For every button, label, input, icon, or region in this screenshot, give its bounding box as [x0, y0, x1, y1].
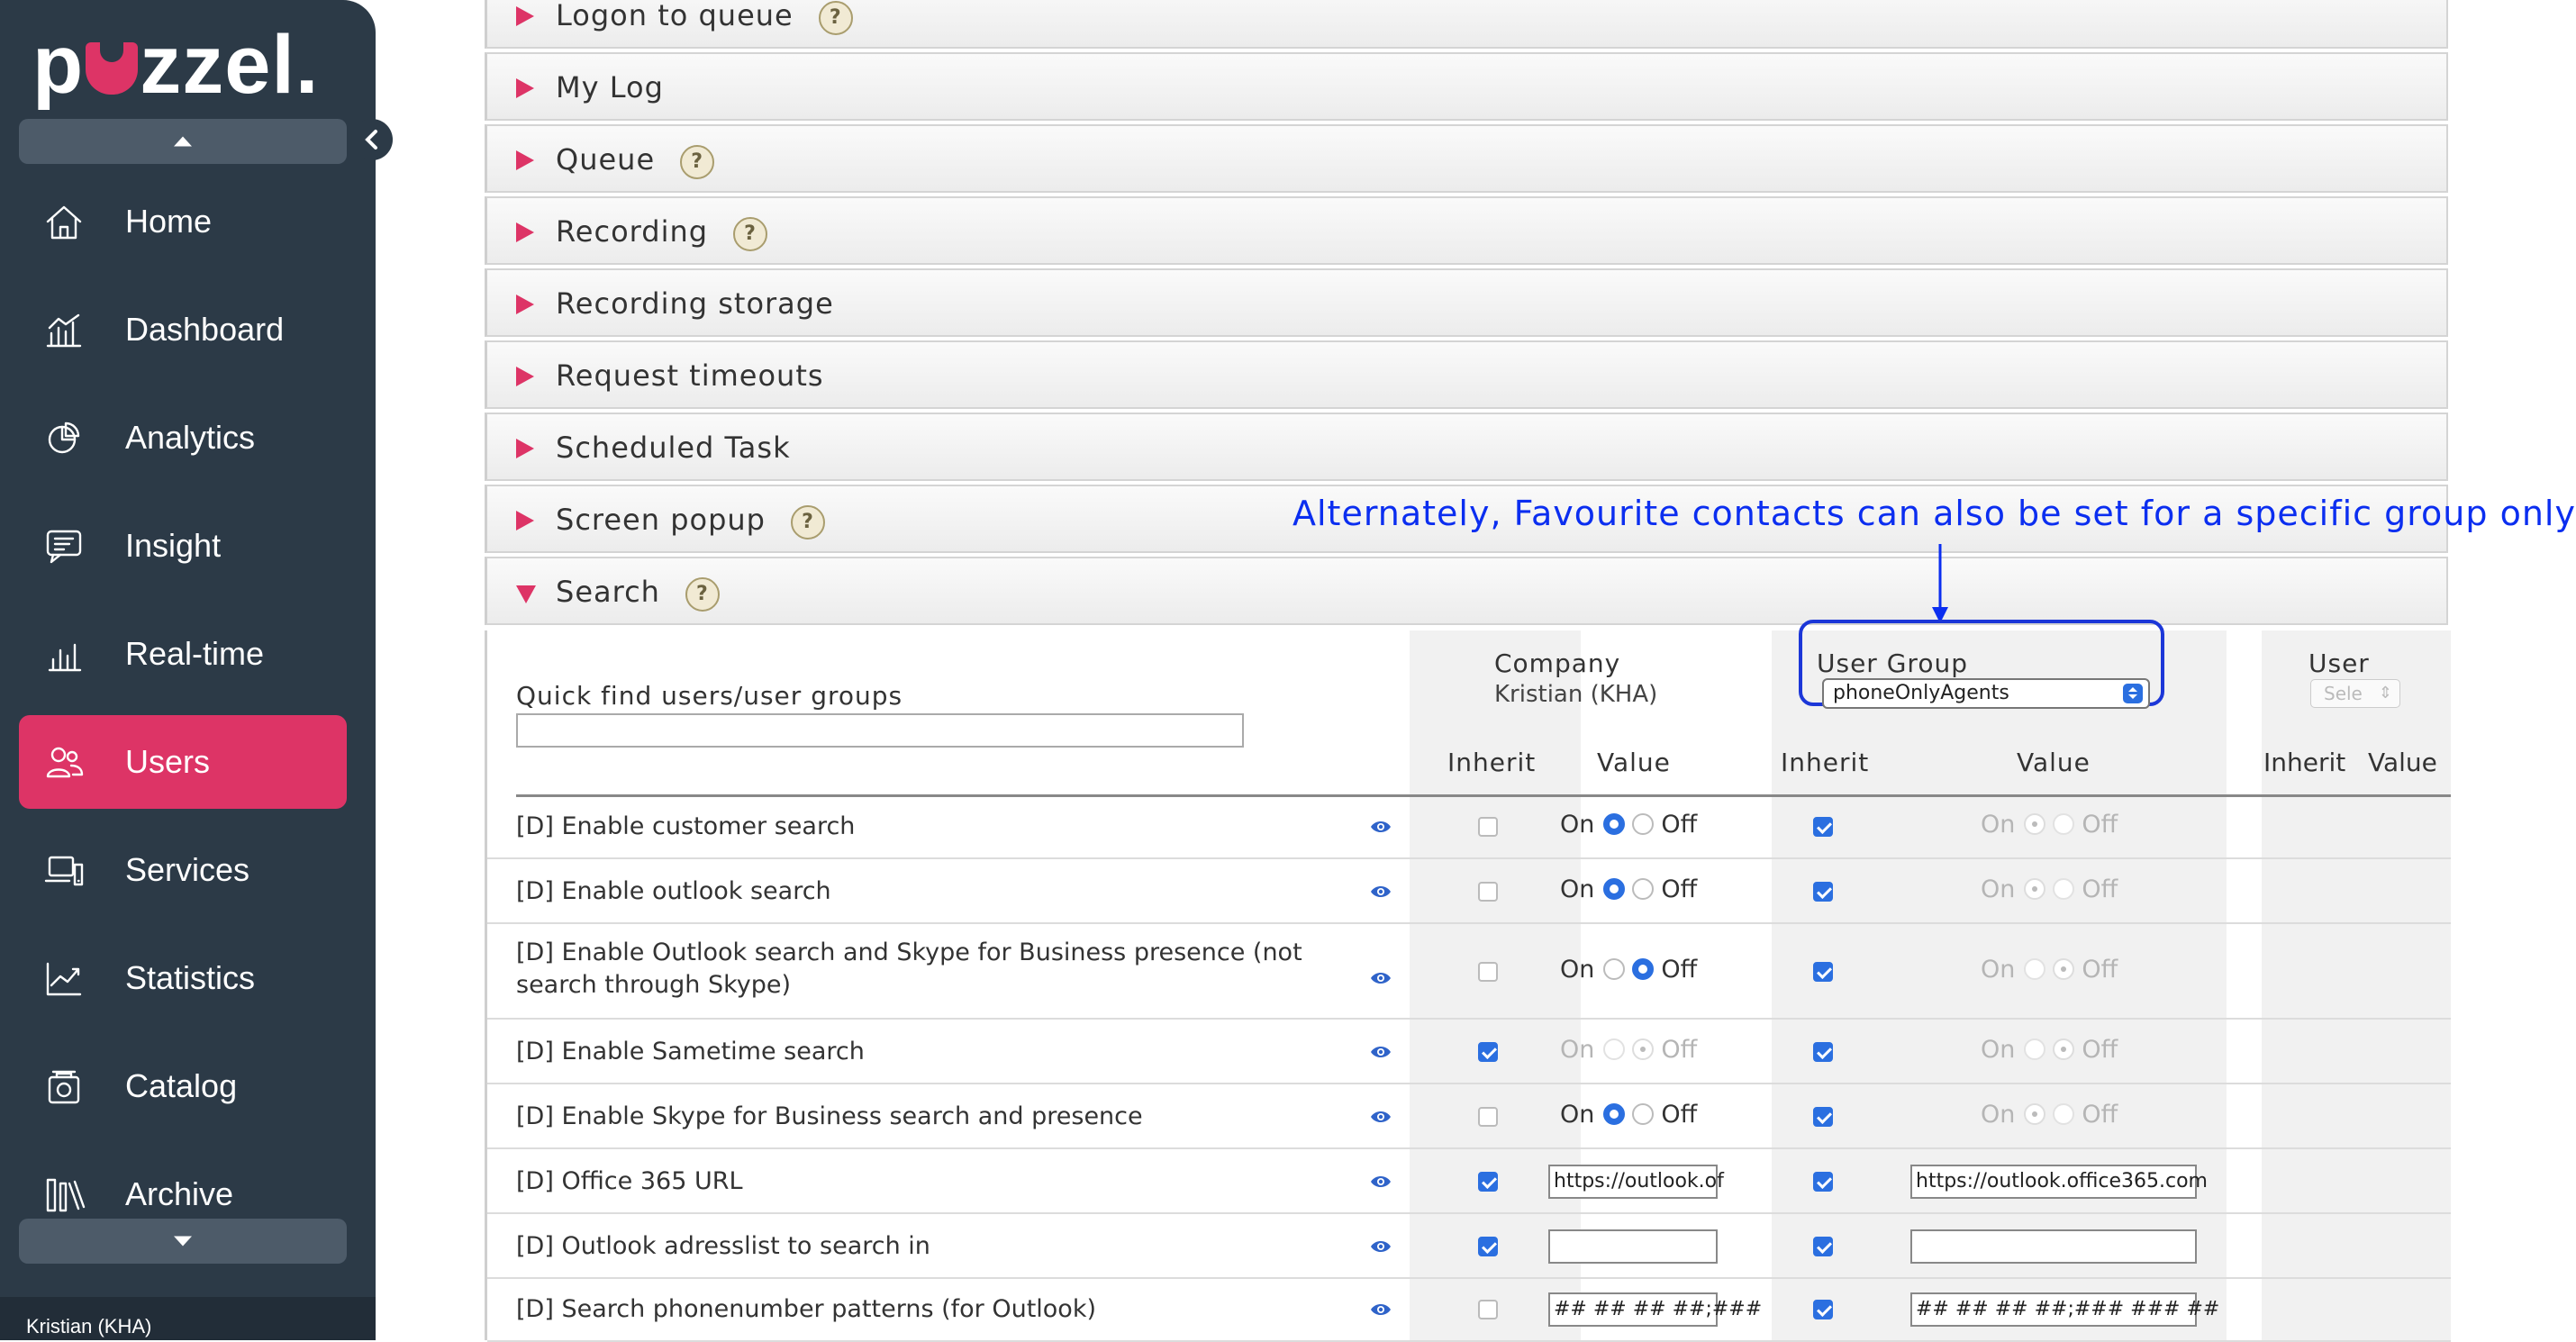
- accordion-title: Queue: [556, 142, 656, 177]
- eye-icon[interactable]: [1370, 1302, 1392, 1317]
- user-group-value-input[interactable]: [1910, 1229, 2197, 1264]
- eye-icon[interactable]: [1370, 1045, 1392, 1059]
- user-group-inherit-checkbox[interactable]: [1813, 1300, 1833, 1319]
- accordion-recording-storage[interactable]: [485, 268, 2448, 337]
- on-label: On: [1560, 875, 1595, 903]
- statistics-icon: [44, 958, 84, 998]
- company-inherit-checkbox[interactable]: [1478, 1107, 1498, 1127]
- caret-up-icon: [174, 137, 192, 147]
- user-group-value-input[interactable]: ## ## ## ##;### ### ##: [1910, 1292, 2197, 1327]
- insight-icon: [44, 526, 84, 566]
- sidebar-item-label: Insight: [125, 527, 222, 564]
- off-label: Off: [1661, 811, 1698, 839]
- company-on-radio[interactable]: [1603, 813, 1625, 835]
- company-value-toggle: [1560, 811, 1697, 839]
- eye-icon-wrap[interactable]: [1370, 884, 1392, 899]
- user-value-header: Value: [2368, 748, 2437, 777]
- triangle-right-icon: [516, 511, 534, 530]
- user-group-value-toggle: [1981, 875, 2118, 903]
- company-on-radio[interactable]: [1603, 878, 1625, 900]
- sidebar-item-dashboard[interactable]: [19, 283, 347, 376]
- accordion-title: Logon to queue: [556, 0, 794, 32]
- setting-label: [D] Outlook adresslist to search in: [516, 1232, 930, 1260]
- sidebar-item-users[interactable]: [19, 715, 347, 809]
- help-icon[interactable]: ?: [791, 505, 825, 540]
- off-label: Off: [2082, 811, 2118, 839]
- search-settings-table: [485, 630, 2448, 1340]
- user-group-off-radio: [2053, 958, 2074, 980]
- sidebar-scroll-down-button[interactable]: [19, 1219, 347, 1264]
- setting-label: [D] Search phonenumber patterns (for Outlook): [516, 1295, 1096, 1323]
- company-inherit-checkbox[interactable]: [1478, 1042, 1498, 1062]
- select-stepper-icon: [2123, 684, 2143, 703]
- chevron-left-icon: [362, 129, 382, 150]
- accordion-queue[interactable]: [485, 124, 2448, 193]
- puzzel-logo: p zzel.: [32, 19, 320, 111]
- on-label: On: [1981, 956, 2016, 984]
- company-value-input[interactable]: ## ## ## ##;###: [1548, 1292, 1718, 1327]
- company-value-toggle: [1560, 875, 1697, 903]
- table-row: [487, 1084, 2451, 1149]
- user-group-on-radio: [2024, 1103, 2045, 1125]
- user-inherit-header: Inherit: [2263, 748, 2346, 777]
- company-value-input[interactable]: https://outlook.of: [1548, 1165, 1718, 1199]
- eye-icon-wrap[interactable]: [1370, 1302, 1392, 1317]
- accordion-recording[interactable]: [485, 196, 2448, 265]
- eye-icon[interactable]: [1370, 1239, 1392, 1254]
- services-icon: [44, 850, 84, 890]
- accordion-title: Scheduled Task: [556, 431, 791, 465]
- sidebar-scroll-up-button[interactable]: [19, 119, 347, 164]
- company-on-radio[interactable]: [1603, 1103, 1625, 1125]
- eye-icon-wrap[interactable]: [1370, 1110, 1392, 1124]
- help-icon[interactable]: ?: [819, 1, 853, 35]
- on-label: On: [1981, 875, 2016, 903]
- accordion-scheduled-task[interactable]: [485, 413, 2448, 481]
- company-inherit-checkbox[interactable]: [1478, 817, 1498, 837]
- quick-find-input[interactable]: [516, 713, 1244, 748]
- company-inherit-checkbox[interactable]: [1478, 962, 1498, 982]
- off-label: Off: [1661, 1036, 1698, 1064]
- triangle-down-icon: [516, 585, 536, 603]
- setting-label: [D] Enable Skype for Business search and presence: [516, 1102, 1143, 1130]
- eye-icon[interactable]: [1370, 820, 1392, 834]
- sidebar-item-label: Analytics: [125, 419, 256, 456]
- company-on-radio: [1603, 1038, 1625, 1060]
- eye-icon[interactable]: [1370, 1110, 1392, 1124]
- quick-find-label: Quick find users/user groups: [516, 681, 903, 711]
- sidebar-item-label: Statistics: [125, 959, 256, 996]
- user-group-select[interactable]: [1822, 678, 2150, 709]
- sidebar-item-statistics[interactable]: [19, 931, 347, 1025]
- off-label: Off: [2082, 1036, 2118, 1064]
- user-group-inherit-checkbox[interactable]: [1813, 882, 1833, 902]
- company-off-radio[interactable]: [1632, 958, 1654, 980]
- on-label: On: [1560, 811, 1595, 839]
- company-inherit-header: Inherit: [1447, 748, 1537, 777]
- user-group-on-radio: [2024, 958, 2045, 980]
- user-group-inherit-header: Inherit: [1781, 748, 1870, 777]
- table-row: [487, 794, 2451, 859]
- eye-icon[interactable]: [1370, 971, 1392, 985]
- sidebar-item-services[interactable]: [19, 823, 347, 917]
- sidebar-item-real-time[interactable]: [19, 607, 347, 701]
- company-inherit-checkbox[interactable]: [1478, 1172, 1498, 1192]
- setting-label: [D] Enable outlook search: [516, 877, 831, 905]
- user-group-inherit-checkbox[interactable]: [1813, 962, 1833, 982]
- setting-label: [D] Enable Sametime search: [516, 1038, 865, 1065]
- user-group-inherit-checkbox[interactable]: [1813, 1172, 1833, 1192]
- accordion-title: Recording: [556, 214, 709, 249]
- setting-label: [D] Enable Outlook search and Skype for Business presence (not search through Skype): [516, 938, 1302, 999]
- archive-icon: [44, 1174, 84, 1214]
- eye-icon-wrap[interactable]: [1370, 1239, 1392, 1254]
- user-group-on-radio: [2024, 878, 2045, 900]
- eye-icon-wrap[interactable]: [1370, 1045, 1392, 1059]
- user-group-value-toggle: [1981, 1036, 2118, 1064]
- accordion-logon-to-queue[interactable]: [485, 0, 2448, 49]
- company-inherit-checkbox[interactable]: [1478, 882, 1498, 902]
- sidebar-item-label: Catalog: [125, 1067, 238, 1104]
- main-content: [485, 0, 2576, 1340]
- accordion-title: My Log: [556, 70, 664, 104]
- user-group-on-radio: [2024, 1038, 2045, 1060]
- triangle-right-icon: [516, 367, 534, 386]
- triangle-right-icon: [516, 6, 534, 26]
- accordion-title: Request timeouts: [556, 358, 824, 393]
- on-label: On: [1981, 1036, 2016, 1064]
- sidebar-item-label: Dashboard: [125, 311, 285, 348]
- off-label: Off: [1661, 875, 1698, 903]
- company-name: Kristian (KHA): [1494, 681, 1658, 708]
- accordion-request-timeouts[interactable]: [485, 340, 2448, 409]
- accordion-search[interactable]: [485, 557, 2448, 625]
- sidebar-item-home[interactable]: [19, 175, 347, 268]
- catalog-icon: [44, 1066, 84, 1106]
- user-group-value-toggle: [1981, 956, 2118, 984]
- analytics-icon: [44, 418, 84, 458]
- company-off-radio[interactable]: [1632, 878, 1654, 900]
- help-icon[interactable]: ?: [680, 145, 714, 179]
- accordion-title: Screen popup: [556, 503, 766, 537]
- company-on-radio[interactable]: [1603, 958, 1625, 980]
- table-row: [487, 1149, 2451, 1214]
- user-group-off-radio: [2053, 1038, 2074, 1060]
- eye-icon-wrap[interactable]: [1370, 820, 1392, 834]
- company-value-header: Value: [1597, 748, 1671, 777]
- table-row: [487, 1277, 2451, 1342]
- table-row: [487, 859, 2451, 924]
- sidebar-item-label: Home: [125, 203, 213, 240]
- user-header: User: [2308, 648, 2370, 678]
- home-icon: [44, 202, 84, 241]
- eye-icon-wrap[interactable]: [1370, 971, 1392, 985]
- user-group-value-toggle: [1981, 1101, 2118, 1129]
- table-row: [487, 1020, 2451, 1084]
- sidebar-item-label: Archive: [125, 1175, 234, 1212]
- triangle-right-icon: [516, 295, 534, 314]
- setting-label: [D] Office 365 URL: [516, 1167, 743, 1195]
- user-group-inherit-checkbox[interactable]: [1813, 1042, 1833, 1062]
- user-select-placeholder: Sele: [2324, 683, 2363, 704]
- user-group-value-input[interactable]: https://outlook.office365.com: [1910, 1165, 2197, 1199]
- off-label: Off: [2082, 956, 2118, 984]
- accordion-my-log[interactable]: [485, 52, 2448, 121]
- sidebar-item-label: Users: [125, 743, 211, 780]
- off-label: Off: [1661, 1101, 1698, 1129]
- eye-icon[interactable]: [1370, 884, 1392, 899]
- table-row: [487, 924, 2451, 1020]
- user-group-off-radio: [2053, 813, 2074, 835]
- company-off-radio: [1632, 1038, 1654, 1060]
- company-value-input[interactable]: [1548, 1229, 1718, 1264]
- user-group-on-radio: [2024, 813, 2045, 835]
- off-label: Off: [1661, 956, 1698, 984]
- triangle-right-icon: [516, 222, 534, 242]
- on-label: On: [1981, 1101, 2016, 1129]
- triangle-right-icon: [516, 439, 534, 458]
- sidebar-item-insight[interactable]: [19, 499, 347, 593]
- user-group-off-radio: [2053, 1103, 2074, 1125]
- user-group-inherit-checkbox[interactable]: [1813, 1237, 1833, 1256]
- on-label: On: [1560, 1101, 1595, 1129]
- company-header: Company: [1494, 648, 1621, 678]
- annotation-arrow-icon: [1930, 544, 1950, 625]
- accordion-title: Recording storage: [556, 286, 834, 321]
- company-value-toggle: [1560, 956, 1697, 984]
- on-label: On: [1981, 811, 2016, 839]
- sidebar-item-label: Services: [125, 851, 250, 888]
- user-group-selected-value: phoneOnlyAgents: [1833, 682, 2009, 704]
- user-group-inherit-checkbox[interactable]: [1813, 817, 1833, 837]
- on-label: On: [1560, 1036, 1595, 1064]
- off-label: Off: [2082, 1101, 2118, 1129]
- company-off-radio[interactable]: [1632, 813, 1654, 835]
- sidebar: [0, 0, 376, 1340]
- setting-label: [D] Enable customer search: [516, 812, 856, 840]
- user-select[interactable]: [2310, 679, 2400, 708]
- current-user-label: Kristian (KHA): [26, 1315, 152, 1337]
- sidebar-footer: [0, 1297, 376, 1340]
- sidebar-item-label: Real-time: [125, 635, 265, 672]
- sidebar-item-analytics[interactable]: [19, 391, 347, 485]
- triangle-right-icon: [516, 150, 534, 170]
- user-group-value-toggle: [1981, 811, 2118, 839]
- dashboard-icon: [44, 310, 84, 349]
- sidebar-item-catalog[interactable]: [19, 1039, 347, 1133]
- user-group-header: User Group: [1817, 648, 1968, 678]
- company-inherit-checkbox[interactable]: [1478, 1237, 1498, 1256]
- company-off-radio[interactable]: [1632, 1103, 1654, 1125]
- caret-down-icon: [174, 1237, 192, 1247]
- realtime-icon: [44, 634, 84, 674]
- company-value-toggle: [1560, 1101, 1697, 1129]
- company-inherit-checkbox[interactable]: [1478, 1300, 1498, 1319]
- eye-icon[interactable]: [1370, 1174, 1392, 1189]
- accordion-title: Search: [556, 575, 660, 609]
- collapse-sidebar-button[interactable]: [351, 119, 393, 160]
- user-group-off-radio: [2053, 878, 2074, 900]
- triangle-right-icon: [516, 78, 534, 98]
- off-label: Off: [2082, 875, 2118, 903]
- help-icon[interactable]: ?: [685, 577, 720, 612]
- eye-icon-wrap[interactable]: [1370, 1174, 1392, 1189]
- help-icon[interactable]: ?: [733, 217, 767, 251]
- company-value-toggle: [1560, 1036, 1697, 1064]
- annotation-text: Alternately, Favourite contacts can also be set for a specific group only: [1293, 494, 2576, 533]
- users-icon: [44, 742, 84, 782]
- on-label: On: [1560, 956, 1595, 984]
- user-group-inherit-checkbox[interactable]: [1813, 1107, 1833, 1127]
- user-group-value-header: Value: [2017, 748, 2091, 777]
- table-row: [487, 1214, 2451, 1279]
